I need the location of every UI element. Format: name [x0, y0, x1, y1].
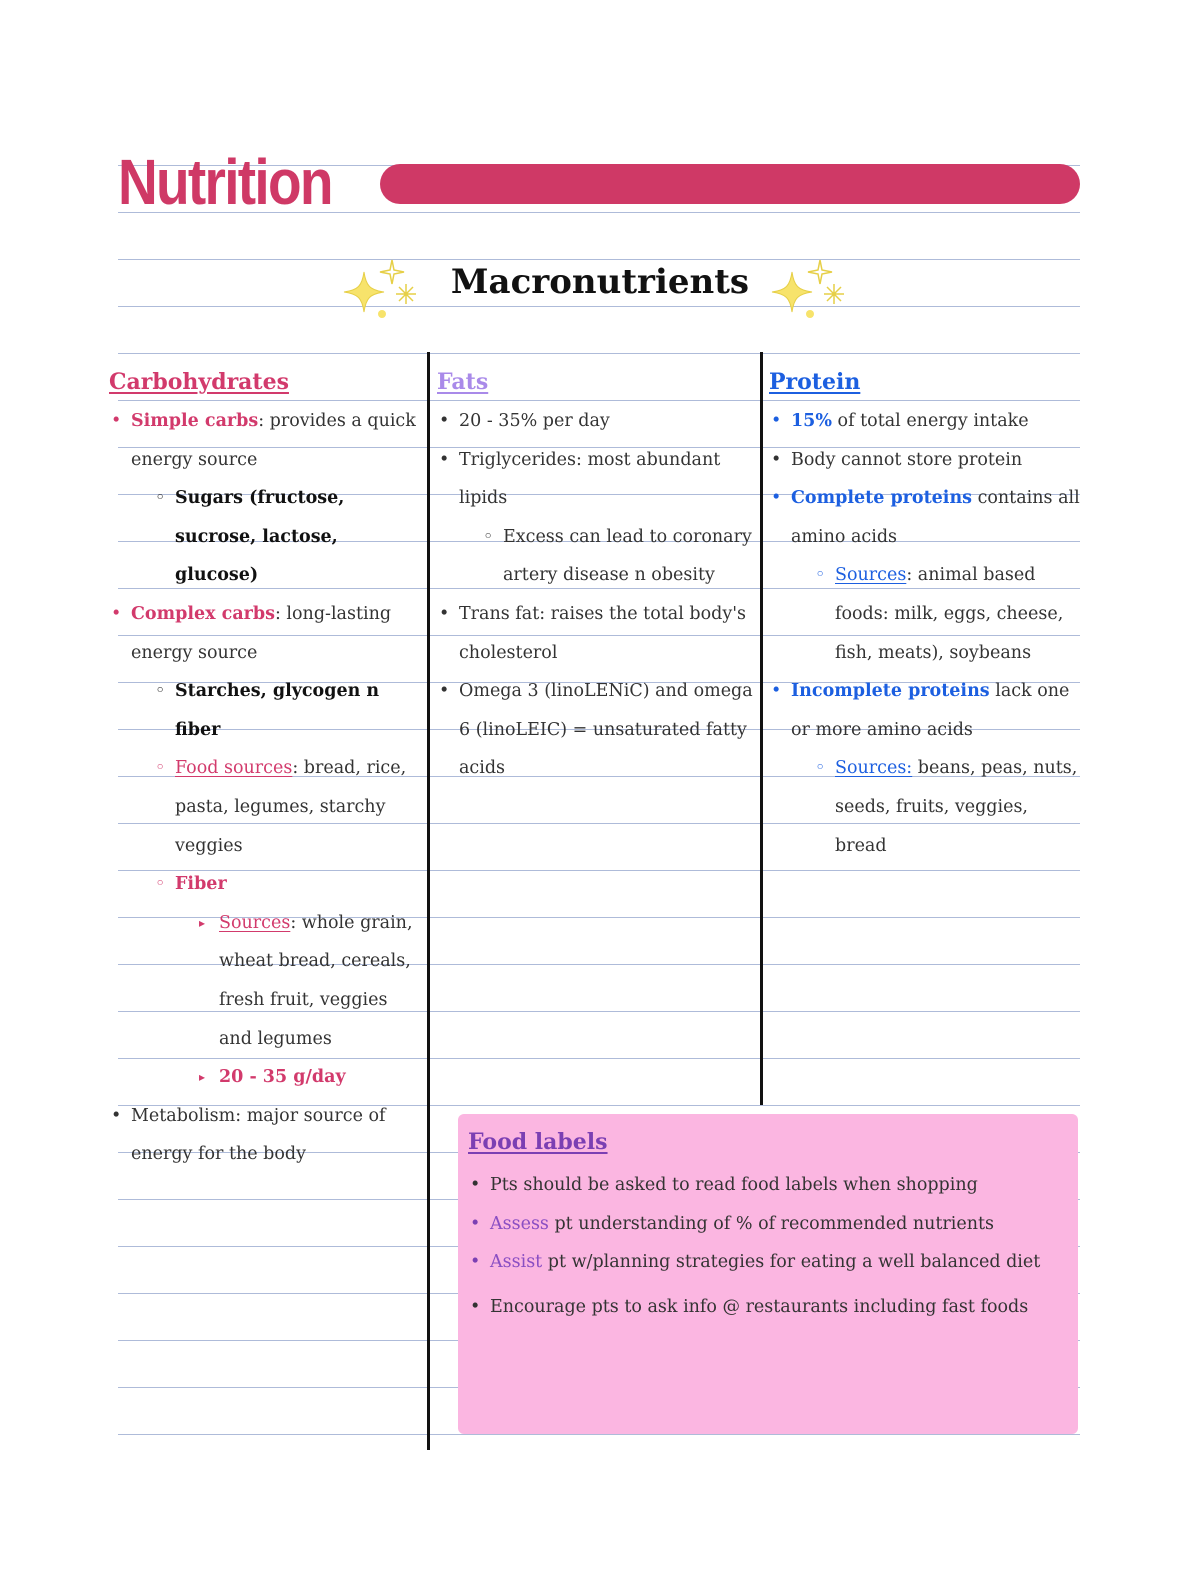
- carbohydrates-list: [109, 402, 424, 1174]
- fiber-sources-label: Sources: [219, 912, 291, 933]
- list-item: [175, 479, 424, 595]
- list-item: [459, 441, 753, 518]
- fats-item-3: Trans fat: raises the total body's cholesterol: [459, 603, 746, 663]
- fiber-sources-text: : whole grain, wheat bread, cereals, fresh fruit, veggies and legumes: [219, 912, 413, 1049]
- food-labels-heading: Food labels: [468, 1129, 608, 1155]
- assist-label: Assist: [490, 1252, 543, 1273]
- food-labels-box: [458, 1114, 1078, 1434]
- section-heading-macronutrients: Macronutrients: [450, 262, 750, 302]
- protein-item-1-text: of total energy intake: [831, 411, 1029, 431]
- list-item: [835, 556, 1080, 672]
- list-item: [131, 595, 424, 672]
- incomplete-sources-label: Sources:: [835, 758, 913, 779]
- ruled-line: [118, 306, 1080, 307]
- incomplete-proteins-text: lack one or more amino acids: [791, 681, 1070, 740]
- fiber-amount: 20 - 35 g/day: [219, 1067, 346, 1088]
- fats-item-2: Triglycerides: most abundant lipids: [459, 449, 721, 509]
- list-item: [490, 1205, 1070, 1244]
- food-labels-item-1: Pts should be asked to read food labels when shopping: [490, 1175, 978, 1195]
- carbohydrates-column: [109, 362, 424, 1174]
- list-item: [791, 479, 1080, 556]
- list-item: [459, 672, 753, 788]
- simple-carbs-text: : provides a quick energy source: [131, 411, 416, 470]
- food-sources-label: Food sources: [175, 758, 293, 779]
- metabolism-text: Metabolism: major source of energy for the body: [131, 1105, 386, 1165]
- list-item: [791, 402, 1080, 441]
- list-item: [219, 1058, 424, 1097]
- fats-heading: Fats: [437, 369, 489, 395]
- assist-text: pt w/planning strategies for eating a well balanced diet: [542, 1252, 1041, 1273]
- complex-carbs-label: Complex carbs: [131, 603, 275, 624]
- complete-sources-label: Sources: [835, 565, 907, 586]
- sugars-text: Sugars (fructose, sucrose, lactose, glucose): [175, 488, 345, 586]
- simple-carbs-label: Simple carbs: [131, 411, 259, 431]
- list-item: [459, 595, 753, 672]
- protein-list: [769, 402, 1080, 865]
- column-divider-left: [427, 352, 430, 1450]
- ruled-line: [118, 1434, 1080, 1435]
- incomplete-sources-text: beans, peas, nuts, seeds, fruits, veggies, bread: [835, 758, 1078, 856]
- fats-list: [437, 402, 753, 788]
- ruled-line: [118, 353, 1080, 354]
- fats-column: [437, 362, 753, 788]
- list-item: [459, 402, 753, 441]
- list-item: [175, 865, 424, 904]
- complex-carbs-text: : long-lasting energy source: [131, 603, 392, 663]
- complete-sources-text: : animal based foods: milk, eggs, cheese, fish, meats), soybeans: [835, 565, 1064, 663]
- assess-label: Assess: [490, 1213, 549, 1234]
- complete-proteins-label: Complete proteins: [791, 488, 973, 509]
- protein-item-2: Body cannot store protein: [791, 449, 1023, 470]
- protein-heading: Protein: [769, 369, 861, 395]
- starches-text: Starches, glycogen n fiber: [175, 681, 380, 740]
- food-labels-item-4: Encourage pts to ask info @ restaurants including fast foods: [490, 1296, 1029, 1317]
- list-item: [490, 1243, 1070, 1282]
- protein-column: [769, 362, 1080, 865]
- food-sources-text: : bread, rice, pasta, legumes, starchy veggies: [175, 758, 407, 856]
- list-item: [503, 518, 753, 595]
- list-item: [490, 1288, 1070, 1327]
- incomplete-proteins-label: Incomplete proteins: [791, 681, 990, 702]
- list-item: [175, 749, 424, 865]
- list-item: [219, 904, 424, 1058]
- carbohydrates-heading: Carbohydrates: [109, 369, 289, 395]
- column-divider-right: [760, 352, 763, 1105]
- list-item: [131, 1097, 424, 1174]
- list-item: [835, 749, 1080, 865]
- complete-proteins-text: contains all amino acids: [791, 488, 1080, 547]
- fiber-label: Fiber: [175, 874, 227, 895]
- ruled-line: [118, 259, 1080, 260]
- fats-item-2-sub: Excess can lead to coronary artery disease n obesity: [503, 526, 752, 586]
- list-item: [791, 672, 1080, 749]
- title-bar-decoration: [380, 164, 1080, 204]
- protein-item-1-label: 15%: [791, 411, 832, 431]
- food-labels-list: [490, 1166, 1070, 1326]
- list-item: [175, 672, 424, 749]
- list-item: [791, 441, 1080, 480]
- list-item: [131, 402, 424, 479]
- fats-item-4: Omega 3 (linoLENiC) and omega 6 (linoLEIC) = unsaturated fatty acids: [459, 681, 753, 779]
- list-item: [490, 1166, 1070, 1205]
- assess-text: pt understanding of % of recommended nutrients: [548, 1213, 995, 1234]
- page-title: Nutrition: [118, 146, 332, 218]
- fats-item-1: 20 - 35% per day: [459, 411, 610, 431]
- sparkle-icon: [768, 258, 848, 320]
